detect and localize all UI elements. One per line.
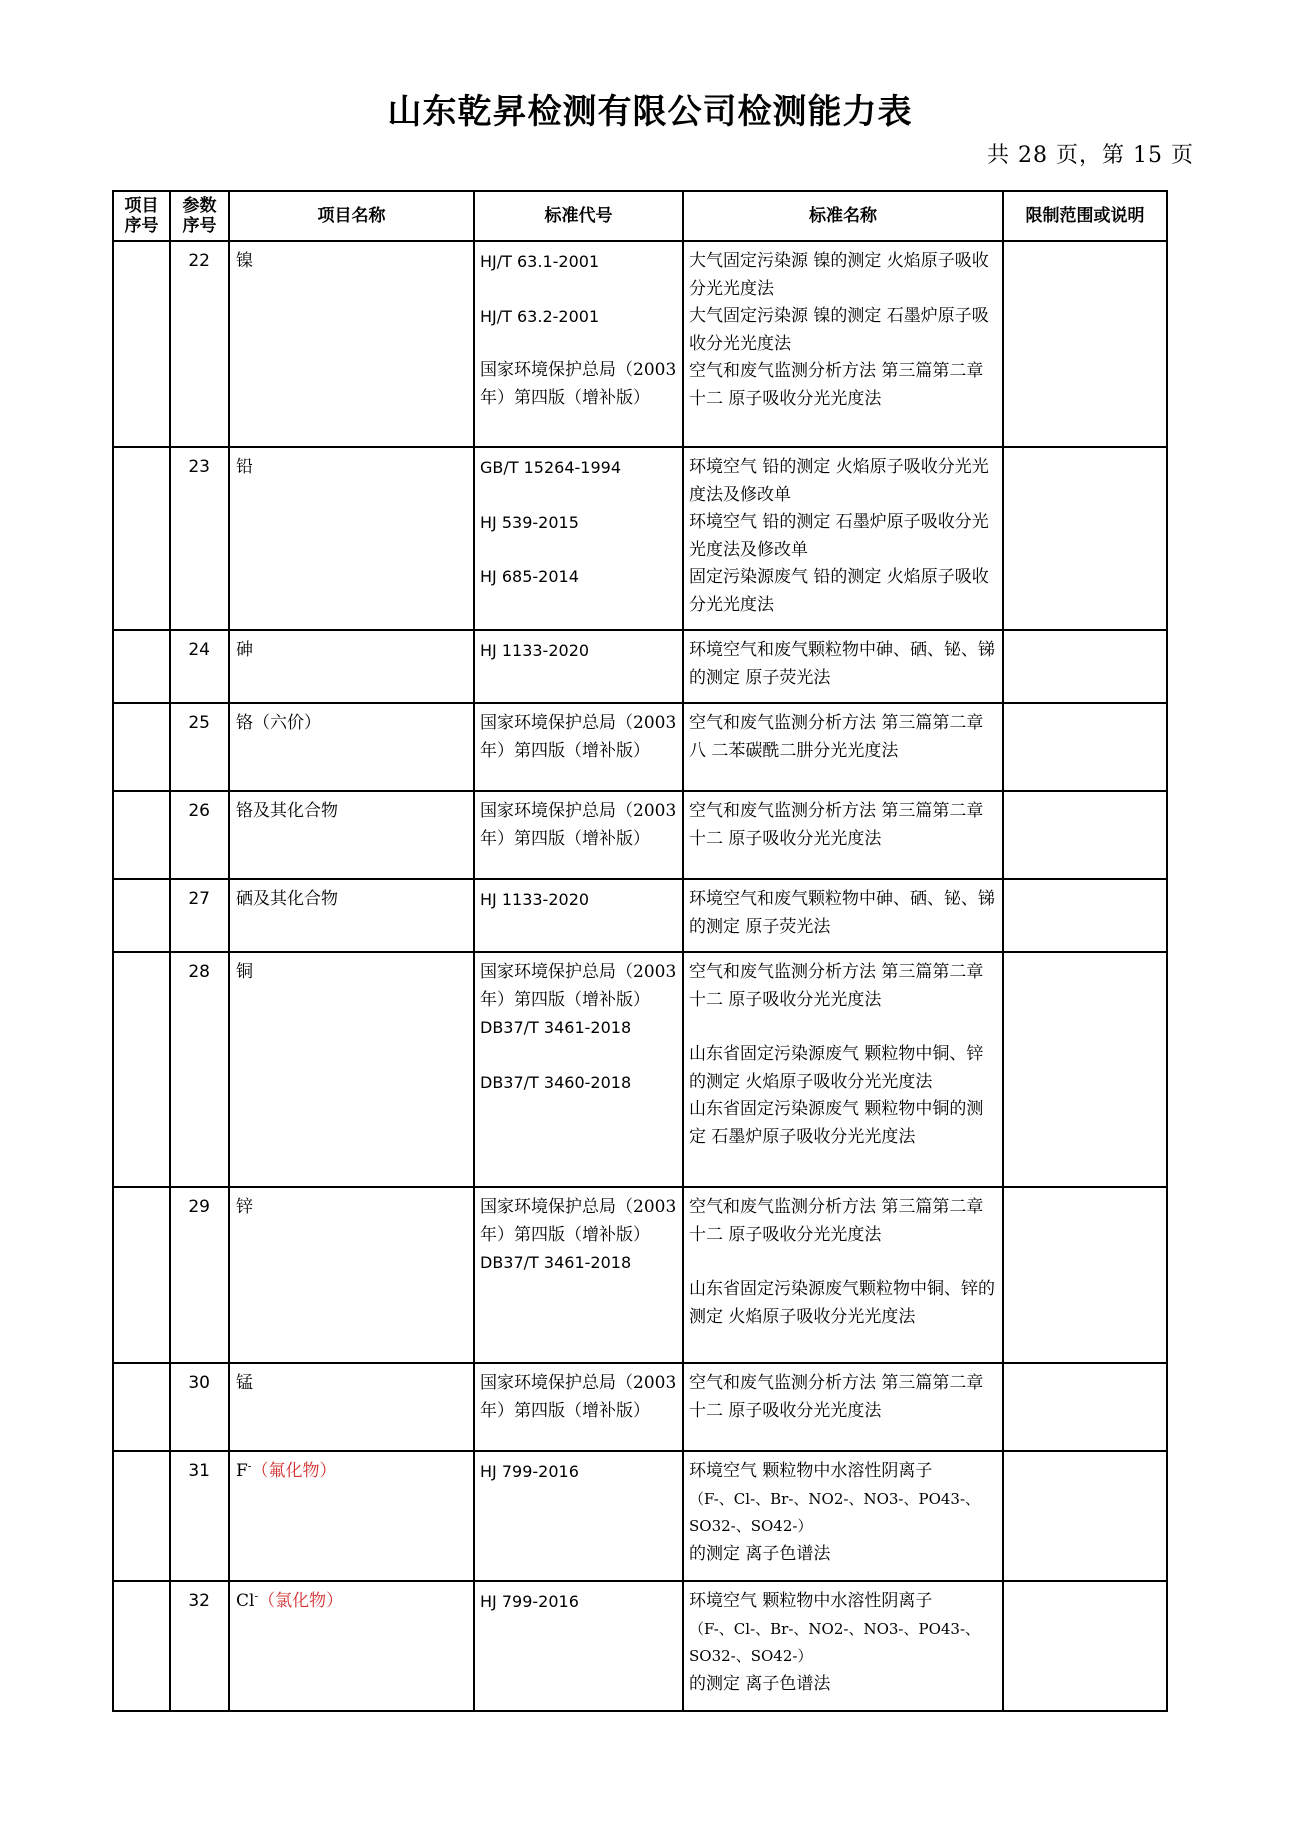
table-row xyxy=(113,241,1167,447)
item-name: 镍 xyxy=(229,241,474,447)
header-item-no: 项目 序号 xyxy=(113,191,170,241)
table-row xyxy=(113,952,1167,1187)
param-no: 28 xyxy=(170,952,229,1187)
limit-scope xyxy=(1003,879,1167,952)
standard-code: DB37/T 3460-2018 xyxy=(480,1072,632,1092)
item-name: 铬及其化合物 xyxy=(229,791,474,879)
ion-list: （F-、Cl-、Br-、NO2-、NO3-、PO43-、SO32-、SO42-） xyxy=(689,1489,981,1535)
capability-table xyxy=(112,190,1168,1712)
standard-code: DB37/T 3461-2018 xyxy=(480,1018,632,1037)
standard-code: HJ 1133-2020 xyxy=(474,879,683,952)
table-row xyxy=(113,1581,1167,1711)
param-no: 25 xyxy=(170,703,229,791)
header-item-name: 项目名称 xyxy=(229,191,474,241)
param-no: 27 xyxy=(170,879,229,952)
item-name: 砷 xyxy=(229,630,474,703)
standard-code: HJ 799-2016 xyxy=(474,1581,683,1711)
standard-name: 环境空气和废气颗粒物中砷、硒、铋、锑的测定 原子荧光法 xyxy=(683,630,1003,703)
document-title: 山东乾昇检测有限公司检测能力表 xyxy=(387,92,913,132)
param-no: 31 xyxy=(170,1451,229,1581)
limit-scope xyxy=(1003,241,1167,447)
standard-name: 环境空气 颗粒物中水溶性阴离子 （F-、Cl-、Br-、NO2-、NO3-、PO43-、SO32-、SO42-） 的测定 离子色谱法 xyxy=(683,1581,1003,1711)
standard-code: HJ 685-2014 xyxy=(480,567,579,586)
standard-code: HJ 539-2015 xyxy=(480,512,579,532)
item-name: 硒及其化合物 xyxy=(229,879,474,952)
standard-name: 大气固定污染源 镍的测定 火焰原子吸收分光光度法 xyxy=(689,251,989,299)
limit-scope xyxy=(1003,703,1167,791)
standard-name: 山东省固定污染源废气 颗粒物中铜、锌的测定 火焰原子吸收分光光度法 xyxy=(689,1044,984,1092)
param-no: 29 xyxy=(170,1187,229,1363)
standard-code: DB37/T 3461-2018 xyxy=(480,1253,632,1272)
ion-list: （F-、Cl-、Br-、NO2-、NO3-、PO43-、SO32-、SO42-） xyxy=(689,1619,981,1665)
standard-name: 空气和废气监测分析方法 第三篇第二章 八 二苯碳酰二肼分光光度法 xyxy=(683,703,1003,791)
table-row xyxy=(113,1451,1167,1581)
param-no: 23 xyxy=(170,447,229,630)
item-name: 锰 xyxy=(229,1363,474,1451)
standard-code: 国家环境保护总局（2003年）第四版（增补版） xyxy=(480,360,677,408)
table-row xyxy=(113,630,1167,703)
limit-scope xyxy=(1003,1363,1167,1451)
table-header-row xyxy=(113,191,1167,241)
standard-code: HJ 1133-2020 xyxy=(474,630,683,703)
table-row xyxy=(113,447,1167,630)
page-info: 共 28 页，第 15 页 xyxy=(987,143,1194,168)
standard-name: 山东省固定污染源废气 颗粒物中铜的测定 石墨炉原子吸收分光光度法 xyxy=(689,1099,984,1147)
header-limit-scope: 限制范围或说明 xyxy=(1003,191,1167,241)
table-row xyxy=(113,1363,1167,1451)
standard-code: 国家环境保护总局（2003年）第四版（增补版） xyxy=(480,1197,677,1245)
item-name: F-（氟化物） xyxy=(229,1451,474,1581)
item-name: 锌 xyxy=(229,1187,474,1363)
table-row xyxy=(113,1187,1167,1363)
standard-code: HJ/T 63.2-2001 xyxy=(480,306,600,326)
header-standard-code: 标准代号 xyxy=(474,191,683,241)
param-no: 24 xyxy=(170,630,229,703)
standard-code: 国家环境保护总局（2003年）第四版（增补版） xyxy=(480,962,677,1010)
standard-name: 空气和废气监测分析方法 第三篇第二章 十二 原子吸收分光光度法 xyxy=(683,1363,1003,1451)
limit-scope xyxy=(1003,1451,1167,1581)
standard-name: 环境空气 铅的测定 火焰原子吸收分光光度法及修改单 xyxy=(689,457,989,505)
standard-name: 环境空气和废气颗粒物中砷、硒、铋、锑的测定 原子荧光法 xyxy=(683,879,1003,952)
standard-code: HJ/T 63.1-2001 xyxy=(480,252,600,271)
limit-scope xyxy=(1003,791,1167,879)
standard-code: 国家环境保护总局（2003年）第四版（增补版） xyxy=(474,791,683,879)
standard-name: 空气和废气监测分析方法 第三篇第二章 十二 原子吸收分光光度法 xyxy=(683,791,1003,879)
standard-name: 空气和废气监测分析方法 第三篇第二章 十二 原子吸收分光光度法 xyxy=(689,962,984,1010)
param-no: 32 xyxy=(170,1581,229,1711)
standard-code: 国家环境保护总局（2003年）第四版（增补版） xyxy=(474,1363,683,1451)
table-row xyxy=(113,879,1167,952)
table-row xyxy=(113,703,1167,791)
limit-scope xyxy=(1003,630,1167,703)
standard-name: 环境空气 颗粒物中水溶性阴离子 （F-、Cl-、Br-、NO2-、NO3-、PO43-、SO32-、SO42-） 的测定 离子色谱法 xyxy=(683,1451,1003,1581)
item-name: 铅 xyxy=(229,447,474,630)
standard-name: 空气和废气监测分析方法 第三篇第二章 十二 原子吸收分光光度法 xyxy=(689,361,984,409)
table-row xyxy=(113,791,1167,879)
item-name: Cl-（氯化物） xyxy=(229,1581,474,1711)
limit-scope xyxy=(1003,447,1167,630)
param-no: 26 xyxy=(170,791,229,879)
limit-scope xyxy=(1003,1187,1167,1363)
param-no: 22 xyxy=(170,241,229,447)
standard-name: 山东省固定污染源废气颗粒物中铜、锌的测定 火焰原子吸收分光光度法 xyxy=(689,1279,995,1327)
limit-scope xyxy=(1003,952,1167,1187)
header-param-no: 参数 序号 xyxy=(170,191,229,241)
item-name: 铜 xyxy=(229,952,474,1187)
standard-code: 国家环境保护总局（2003年）第四版（增补版） xyxy=(474,703,683,791)
limit-scope xyxy=(1003,1581,1167,1711)
param-no: 30 xyxy=(170,1363,229,1451)
standard-name: 环境空气 铅的测定 石墨炉原子吸收分光光度法及修改单 xyxy=(689,512,989,560)
standard-name: 空气和废气监测分析方法 第三篇第二章 十二 原子吸收分光光度法 xyxy=(689,1197,984,1245)
standard-code: HJ 799-2016 xyxy=(474,1451,683,1581)
header-standard-name: 标准名称 xyxy=(683,191,1003,241)
standard-code: GB/T 15264-1994 xyxy=(480,458,622,477)
standard-name: 大气固定污染源 镍的测定 石墨炉原子吸收分光光度法 xyxy=(689,306,989,354)
item-name: 铬（六价） xyxy=(229,703,474,791)
standard-name: 固定污染源废气 铅的测定 火焰原子吸收分光光度法 xyxy=(689,567,989,615)
